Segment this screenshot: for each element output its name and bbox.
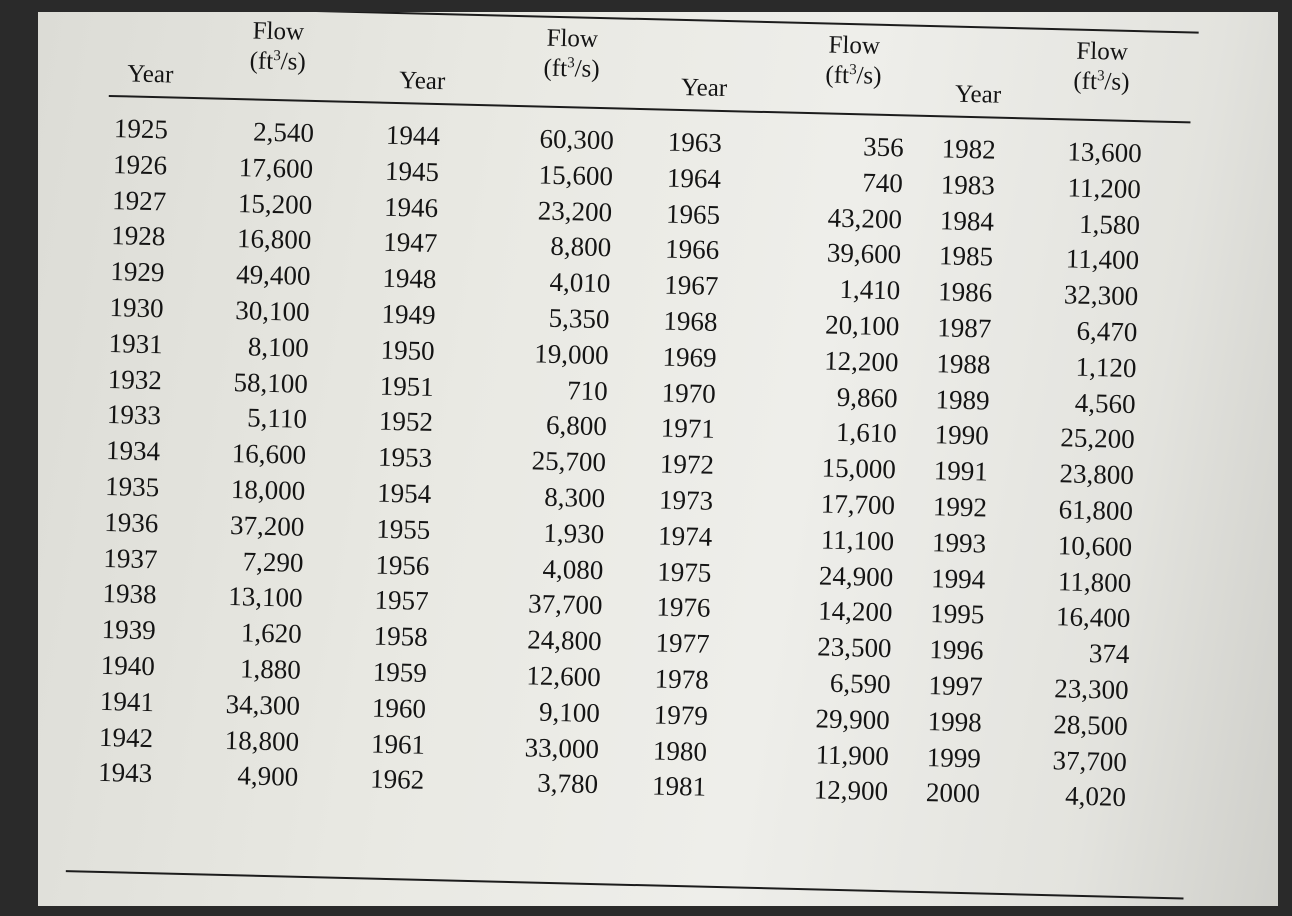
year-cell: 1929 (110, 256, 165, 288)
year-cell: 1985 (938, 240, 994, 273)
flow-cell: 17,600 (238, 151, 314, 184)
year-cell: 1976 (656, 591, 711, 624)
flow-cell: 15,600 (538, 159, 614, 192)
header-year-4: Year (954, 80, 1002, 109)
flow-cell: 5,350 (548, 302, 610, 335)
flow-cell: 29,900 (815, 703, 891, 735)
flow-cell: 4,020 (1064, 780, 1127, 813)
year-cell: 1933 (106, 399, 162, 431)
year-cell: 1970 (661, 377, 717, 409)
year-cell: 1968 (663, 305, 718, 337)
year-cell: 1950 (380, 334, 436, 366)
year-cell: 1987 (937, 312, 992, 344)
header-year-2: Year (398, 67, 446, 96)
year-cell: 1926 (112, 148, 168, 181)
flow-column-3 (760, 127, 905, 810)
year-cell: 1962 (369, 763, 425, 796)
flow-cell: 5,110 (246, 402, 308, 435)
year-cell: 1986 (937, 276, 993, 308)
year-cell: 1998 (927, 705, 983, 738)
header-flow-3 (803, 30, 905, 95)
flow-cell: 10,600 (1057, 530, 1133, 562)
flow-cell: 33,000 (524, 731, 600, 764)
year-cell: 1958 (373, 620, 429, 653)
flow-cell: 16,800 (236, 223, 312, 256)
flow-cell: 28,500 (1053, 708, 1129, 741)
year-cell: 1955 (375, 513, 431, 545)
flow-cell: 11,800 (1057, 565, 1132, 598)
flow-cell: 43,200 (827, 202, 903, 234)
year-cell: 1972 (659, 448, 715, 481)
flow-cell: 11,100 (820, 524, 895, 557)
year-cell: 1930 (109, 292, 164, 324)
year-cell: 1949 (381, 298, 436, 330)
year-cell: 1966 (664, 233, 720, 266)
flow-cell: 2,540 (252, 116, 315, 148)
year-cell: 1945 (384, 155, 440, 187)
year-cell: 1977 (655, 627, 710, 659)
flow-cell: 37,700 (1052, 744, 1128, 777)
year-cell: 1974 (657, 520, 713, 552)
year-cell: 1947 (382, 227, 438, 259)
flow-cell: 4,010 (549, 266, 611, 299)
header-flow-unit: $(ft^3/s)$ (249, 47, 307, 76)
flow-cell: 30,100 (234, 295, 310, 327)
year-cell: 1994 (930, 562, 986, 595)
year-cell: 1928 (111, 220, 166, 252)
flow-cell: 23,500 (816, 631, 892, 664)
flow-cell: 24,800 (527, 624, 602, 657)
year-cell: 2000 (925, 777, 981, 809)
flow-cell: 16,400 (1055, 601, 1131, 634)
flow-cell: 49,400 (235, 259, 311, 292)
flow-cell: 8,300 (544, 481, 606, 514)
flow-cell: 25,700 (531, 445, 607, 478)
flow-cell: 23,800 (1059, 458, 1135, 491)
year-cell: 1956 (375, 549, 430, 581)
year-cell: 1964 (666, 162, 722, 194)
year-column-3 (652, 125, 739, 807)
year-cell: 1967 (663, 269, 719, 302)
flow-cell: 1,620 (240, 617, 303, 649)
flow-cell: 20,100 (824, 309, 900, 342)
year-cell: 1999 (926, 741, 982, 774)
flow-cell: 34,300 (225, 688, 301, 721)
year-cell: 1937 (103, 542, 158, 574)
year-cell: 1963 (667, 126, 723, 158)
flow-cell: 13,600 (1067, 136, 1143, 169)
flow-cell: 23,300 (1053, 673, 1129, 706)
year-cell: 1925 (113, 113, 169, 145)
flow-cell: 6,800 (545, 410, 608, 442)
year-cell: 1931 (108, 327, 164, 360)
flow-cell: 6,590 (829, 667, 892, 700)
flow-cell: 1,930 (543, 517, 605, 549)
year-cell: 1959 (372, 656, 428, 688)
flow-cell: 740 (862, 167, 904, 199)
flow-cell: 1,410 (839, 274, 901, 306)
flow-cell: 1,880 (239, 653, 302, 685)
header-flow-unit: $(ft^3/s)$ (543, 54, 600, 83)
flow-cell: 12,600 (526, 660, 602, 693)
flow-cell: 18,800 (224, 724, 300, 757)
year-cell: 1989 (935, 383, 990, 416)
flow-cell: 9,860 (836, 381, 899, 413)
flow-cell: 39,600 (826, 237, 902, 270)
flow-cell: 11,900 (815, 738, 890, 771)
photo-background (38, 12, 1278, 906)
year-column-4 (926, 131, 1013, 813)
flow-cell: 374 (1088, 638, 1130, 670)
year-cell: 1960 (371, 692, 427, 724)
flow-cell: 11,400 (1065, 243, 1140, 276)
header-flow-label: Flow (1076, 37, 1129, 66)
year-cell: 1957 (374, 584, 429, 617)
year-cell: 1940 (100, 649, 156, 682)
flow-cell: 11,200 (1067, 172, 1142, 204)
year-cell: 1934 (105, 435, 161, 467)
header-flow-label: Flow (546, 24, 599, 53)
flow-cell: 4,080 (542, 553, 604, 585)
flow-cell: 58,100 (233, 366, 309, 399)
year-cell: 1938 (102, 578, 157, 610)
flow-cell: 25,200 (1060, 422, 1136, 455)
year-cell: 1952 (378, 406, 434, 438)
flow-cell: 15,200 (237, 187, 313, 220)
header-year-3: Year (680, 73, 728, 103)
year-cell: 1939 (101, 614, 157, 646)
year-cell: 1982 (941, 133, 997, 165)
year-column-2 (370, 118, 457, 800)
flow-cell: 18,000 (230, 474, 306, 506)
flow-cell: 23,200 (537, 195, 613, 227)
flow-cell: 12,900 (813, 774, 889, 807)
year-cell: 1932 (107, 363, 163, 395)
flow-cell: 8,100 (247, 331, 310, 363)
year-cell: 1943 (97, 757, 153, 789)
flow-cell: 32,300 (1063, 279, 1139, 312)
flow-cell: 19,000 (534, 338, 609, 371)
header-flow-1 (227, 16, 329, 81)
flow-cell: 3,780 (537, 767, 599, 800)
year-cell: 1980 (652, 735, 708, 767)
year-cell: 1942 (98, 721, 154, 753)
year-cell: 1954 (376, 477, 432, 509)
year-cell: 1944 (385, 119, 441, 152)
flow-cell: 12,200 (823, 345, 899, 378)
header-flow-label: Flow (252, 17, 305, 46)
flow-cell: 1,580 (1078, 208, 1141, 240)
flow-cell: 13,100 (227, 581, 303, 614)
flow-cell: 15,000 (821, 452, 897, 485)
year-cell: 1951 (379, 370, 435, 402)
year-cell: 1965 (665, 198, 721, 230)
flow-cell: 17,700 (820, 488, 896, 521)
year-cell: 1996 (929, 634, 984, 666)
year-cell: 1953 (377, 441, 433, 474)
table-bottom-rule (66, 870, 1184, 899)
flow-cell: 7,290 (242, 545, 304, 578)
flow-column-4 (1020, 134, 1143, 817)
year-cell: 1990 (934, 419, 990, 451)
book-page (38, 12, 1278, 906)
flow-cell: 37,200 (229, 509, 305, 542)
year-cell: 1981 (651, 770, 707, 803)
year-cell: 1936 (104, 506, 159, 539)
flow-cell: 14,200 (817, 595, 893, 628)
year-cell: 1978 (654, 663, 710, 695)
flow-cell: 37,700 (527, 588, 603, 621)
year-cell: 1935 (104, 470, 160, 503)
year-cell: 1971 (660, 412, 716, 445)
flow-cell: 8,800 (550, 231, 612, 263)
flow-cell: 9,100 (538, 696, 601, 728)
year-cell: 1995 (930, 598, 985, 630)
year-cell: 1948 (382, 262, 437, 295)
header-flow-4 (1051, 36, 1153, 101)
year-cell: 1997 (928, 670, 983, 702)
header-flow-2 (521, 23, 623, 88)
flow-cell: 4,900 (237, 760, 299, 793)
year-cell: 1975 (656, 556, 712, 588)
year-cell: 1946 (383, 191, 439, 223)
year-cell: 1988 (936, 348, 991, 380)
year-cell: 1961 (370, 728, 426, 760)
year-cell: 1993 (931, 526, 987, 559)
year-cell: 1983 (940, 169, 996, 201)
flow-cell: 16,600 (231, 438, 307, 471)
year-cell: 1984 (939, 204, 995, 237)
header-flow-label: Flow (828, 31, 881, 60)
flow-cell: 61,800 (1058, 494, 1134, 527)
year-cell: 1969 (662, 341, 717, 373)
header-flow-unit: $(ft^3/s)$ (1073, 67, 1130, 96)
flow-cell: 24,900 (818, 560, 894, 592)
flow-cell: 4,560 (1074, 387, 1136, 419)
flow-cell: 356 (862, 131, 905, 163)
year-cell: 1927 (111, 184, 167, 216)
flow-cell: 1,120 (1075, 351, 1137, 383)
flow-column-2 (478, 120, 615, 803)
flow-column-1 (190, 113, 315, 796)
year-cell: 1992 (932, 491, 988, 523)
flow-cell: 6,470 (1076, 315, 1138, 348)
header-flow-unit: $(ft^3/s)$ (825, 61, 882, 90)
flow-cell: 60,300 (539, 123, 615, 156)
flow-cell: 1,610 (835, 417, 898, 449)
header-year-1: Year (126, 60, 174, 89)
year-cell: 1991 (933, 455, 989, 487)
year-cell: 1941 (99, 685, 155, 717)
year-cell: 1979 (653, 699, 709, 731)
year-cell: 1973 (658, 484, 714, 516)
flow-cell: 710 (566, 374, 609, 406)
year-column-1 (98, 111, 185, 793)
